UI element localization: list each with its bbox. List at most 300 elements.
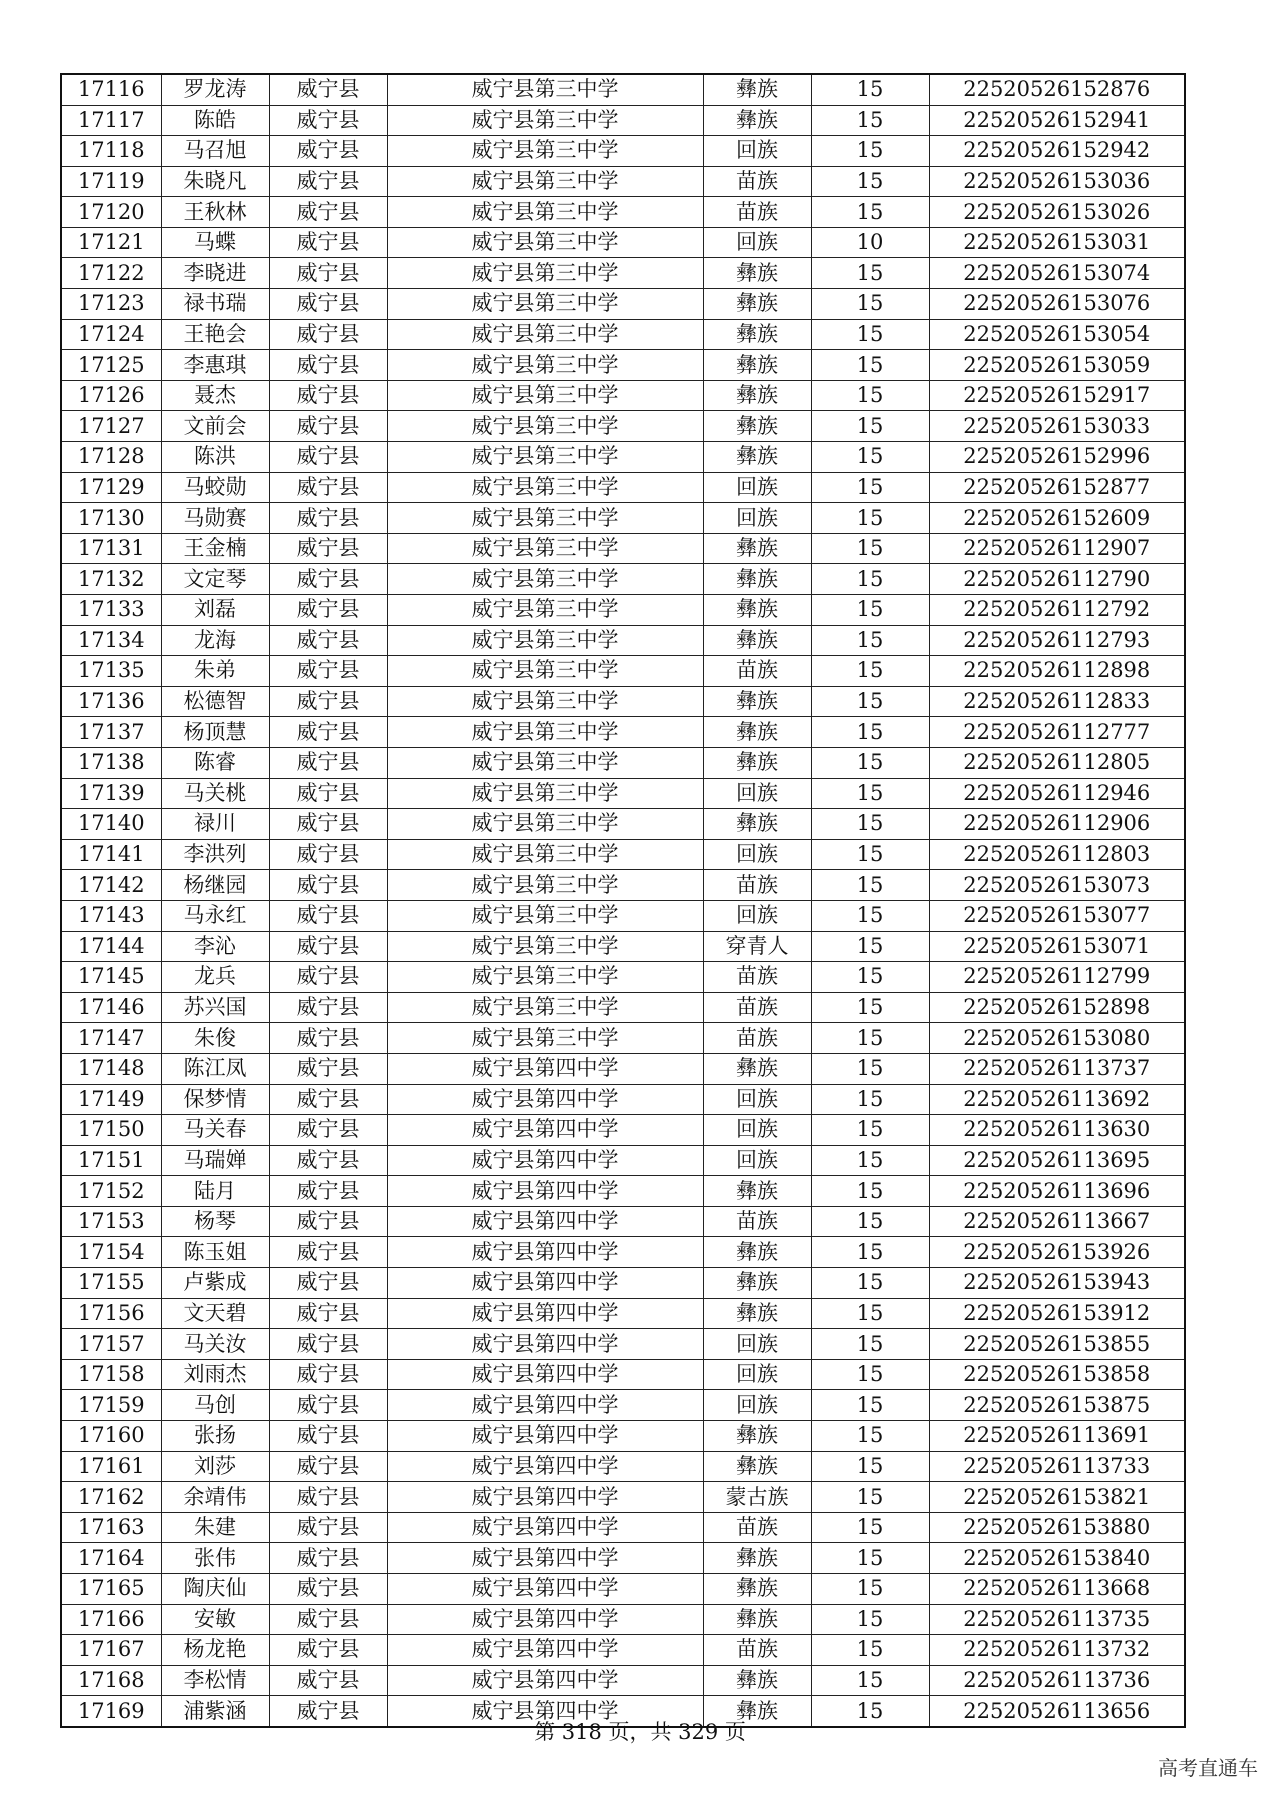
table-row [61,380,1185,411]
county-cell: 威宁县 [269,1206,387,1237]
ethnicity-cell: 回族 [703,839,811,870]
row-number-cell: 17166 [61,1604,161,1635]
student-name-cell: 禄川 [161,809,269,840]
bonus-points-cell: 15 [811,319,929,350]
student-name-cell: 余靖伟 [161,1482,269,1513]
student-name-cell: 李松情 [161,1665,269,1696]
row-number-cell: 17134 [61,625,161,656]
row-number-cell: 17167 [61,1635,161,1666]
table-row [61,227,1185,258]
ethnicity-cell: 彝族 [703,1604,811,1635]
student-name-cell: 马勋赛 [161,503,269,534]
table-row [61,564,1185,595]
bonus-points-cell: 15 [811,1053,929,1084]
school-cell: 威宁县第三中学 [387,503,703,534]
table-row [61,1053,1185,1084]
county-cell: 威宁县 [269,870,387,901]
school-cell: 威宁县第三中学 [387,778,703,809]
county-cell: 威宁县 [269,258,387,289]
bonus-points-cell: 15 [811,1237,929,1268]
student-name-cell: 张伟 [161,1543,269,1574]
row-number-cell: 17160 [61,1421,161,1452]
ethnicity-cell: 彝族 [703,564,811,595]
bonus-points-cell: 15 [811,1115,929,1146]
ethnicity-cell: 彝族 [703,289,811,320]
table-row [61,1635,1185,1666]
county-cell: 威宁县 [269,778,387,809]
table-row [61,1329,1185,1360]
student-name-cell: 朱弟 [161,656,269,687]
row-number-cell: 17131 [61,533,161,564]
row-number-cell: 17119 [61,166,161,197]
ethnicity-cell: 回族 [703,1390,811,1421]
bonus-points-cell: 15 [811,136,929,167]
county-cell: 威宁县 [269,1176,387,1207]
ethnicity-cell: 彝族 [703,1268,811,1299]
exam-number-cell: 22520526153880 [929,1512,1185,1543]
table-row [61,1115,1185,1146]
bonus-points-cell: 15 [811,747,929,778]
table-row [61,258,1185,289]
table-row [61,809,1185,840]
ethnicity-cell: 回族 [703,136,811,167]
table-row [61,656,1185,687]
school-cell: 威宁县第四中学 [387,1421,703,1452]
table-row [61,900,1185,931]
student-name-cell: 刘莎 [161,1451,269,1482]
county-cell: 威宁县 [269,1421,387,1452]
exam-number-cell: 22520526153821 [929,1482,1185,1513]
student-name-cell: 龙兵 [161,962,269,993]
student-name-cell: 罗龙涛 [161,74,269,105]
county-cell: 威宁县 [269,1237,387,1268]
bonus-points-cell: 15 [811,258,929,289]
ethnicity-cell: 苗族 [703,870,811,901]
school-cell: 威宁县第三中学 [387,74,703,105]
row-number-cell: 17121 [61,227,161,258]
bonus-points-cell: 15 [811,197,929,228]
ethnicity-cell: 回族 [703,900,811,931]
county-cell: 威宁县 [269,1696,387,1727]
ethnicity-cell: 彝族 [703,625,811,656]
row-number-cell: 17163 [61,1512,161,1543]
table-row [61,289,1185,320]
bonus-points-cell: 15 [811,1696,929,1727]
row-number-cell: 17136 [61,686,161,717]
table-row [61,442,1185,473]
exam-number-cell: 22520526152876 [929,74,1185,105]
ethnicity-cell: 彝族 [703,747,811,778]
school-cell: 威宁县第三中学 [387,380,703,411]
bonus-points-cell: 15 [811,411,929,442]
student-name-cell: 朱建 [161,1512,269,1543]
ethnicity-cell: 回族 [703,503,811,534]
school-cell: 威宁县第四中学 [387,1390,703,1421]
ethnicity-cell: 彝族 [703,1237,811,1268]
school-cell: 威宁县第四中学 [387,1084,703,1115]
bonus-points-cell: 15 [811,870,929,901]
exam-number-cell: 22520526113668 [929,1574,1185,1605]
table-row [61,319,1185,350]
exam-number-cell: 22520526113691 [929,1421,1185,1452]
exam-number-cell: 22520526153026 [929,197,1185,228]
county-cell: 威宁县 [269,472,387,503]
student-name-cell: 杨琴 [161,1206,269,1237]
ethnicity-cell: 彝族 [703,1451,811,1482]
exam-number-cell: 22520526152917 [929,380,1185,411]
ethnicity-cell: 彝族 [703,1053,811,1084]
exam-number-cell: 22520526153036 [929,166,1185,197]
student-name-cell: 保梦情 [161,1084,269,1115]
school-cell: 威宁县第三中学 [387,992,703,1023]
table-row [61,717,1185,748]
ethnicity-cell: 彝族 [703,105,811,136]
county-cell: 威宁县 [269,931,387,962]
ethnicity-cell: 回族 [703,1115,811,1146]
ethnicity-cell: 彝族 [703,380,811,411]
exam-number-cell: 22520526153912 [929,1298,1185,1329]
table-row [61,74,1185,105]
row-number-cell: 17150 [61,1115,161,1146]
exam-number-cell: 22520526153926 [929,1237,1185,1268]
school-cell: 威宁县第四中学 [387,1635,703,1666]
county-cell: 威宁县 [269,809,387,840]
table-row [61,1390,1185,1421]
row-number-cell: 17139 [61,778,161,809]
student-name-cell: 王金楠 [161,533,269,564]
row-number-cell: 17125 [61,350,161,381]
table-row [61,1665,1185,1696]
school-cell: 威宁县第四中学 [387,1451,703,1482]
ethnicity-cell: 苗族 [703,197,811,228]
bonus-points-cell: 15 [811,962,929,993]
exam-number-cell: 22520526113667 [929,1206,1185,1237]
bonus-points-cell: 15 [811,1512,929,1543]
bonus-points-cell: 15 [811,1206,929,1237]
bonus-points-cell: 15 [811,717,929,748]
exam-number-cell: 22520526113692 [929,1084,1185,1115]
student-name-cell: 朱晓凡 [161,166,269,197]
exam-number-cell: 22520526152941 [929,105,1185,136]
county-cell: 威宁县 [269,1635,387,1666]
exam-number-cell: 22520526152898 [929,992,1185,1023]
table-body [61,74,1185,1727]
exam-number-cell: 22520526152942 [929,136,1185,167]
table-row [61,1023,1185,1054]
bonus-points-cell: 15 [811,1359,929,1390]
bonus-points-cell: 15 [811,564,929,595]
table-row [61,839,1185,870]
row-number-cell: 17144 [61,931,161,962]
row-number-cell: 17122 [61,258,161,289]
exam-number-cell: 22520526153059 [929,350,1185,381]
bonus-points-cell: 15 [811,350,929,381]
ethnicity-cell: 彝族 [703,411,811,442]
school-cell: 威宁县第三中学 [387,227,703,258]
exam-number-cell: 22520526153076 [929,289,1185,320]
exam-number-cell: 22520526152609 [929,503,1185,534]
table-row [61,1206,1185,1237]
table-row [61,1298,1185,1329]
school-cell: 威宁县第三中学 [387,625,703,656]
table-row [61,962,1185,993]
county-cell: 威宁县 [269,533,387,564]
ethnicity-cell: 回族 [703,1084,811,1115]
row-number-cell: 17156 [61,1298,161,1329]
ethnicity-cell: 彝族 [703,350,811,381]
table-row [61,747,1185,778]
row-number-cell: 17164 [61,1543,161,1574]
student-name-cell: 陈皓 [161,105,269,136]
bonus-points-cell: 15 [811,1665,929,1696]
table-row [61,105,1185,136]
table-row [61,1145,1185,1176]
student-name-cell: 张扬 [161,1421,269,1452]
student-name-cell: 陶庆仙 [161,1574,269,1605]
school-cell: 威宁县第三中学 [387,472,703,503]
county-cell: 威宁县 [269,747,387,778]
table-row [61,1512,1185,1543]
student-name-cell: 安敏 [161,1604,269,1635]
row-number-cell: 17116 [61,74,161,105]
ethnicity-cell: 苗族 [703,962,811,993]
county-cell: 威宁县 [269,166,387,197]
ethnicity-cell: 彝族 [703,258,811,289]
row-number-cell: 17146 [61,992,161,1023]
exam-number-cell: 22520526113656 [929,1696,1185,1727]
student-name-cell: 马瑞婵 [161,1145,269,1176]
school-cell: 威宁县第四中学 [387,1298,703,1329]
table-row [61,1482,1185,1513]
table-row [61,686,1185,717]
county-cell: 威宁县 [269,962,387,993]
county-cell: 威宁县 [269,1543,387,1574]
student-name-cell: 朱俊 [161,1023,269,1054]
school-cell: 威宁县第四中学 [387,1329,703,1360]
bonus-points-cell: 15 [811,809,929,840]
bonus-points-cell: 15 [811,931,929,962]
table-row [61,350,1185,381]
watermark: 高考直通车 [1158,1756,1258,1780]
exam-number-cell: 22520526113733 [929,1451,1185,1482]
row-number-cell: 17155 [61,1268,161,1299]
student-name-cell: 马永红 [161,900,269,931]
county-cell: 威宁县 [269,1115,387,1146]
exam-number-cell: 22520526112792 [929,595,1185,626]
row-number-cell: 17127 [61,411,161,442]
student-name-cell: 马关春 [161,1115,269,1146]
bonus-points-cell: 15 [811,1635,929,1666]
table-row [61,197,1185,228]
exam-number-cell: 22520526153033 [929,411,1185,442]
table-row [61,1237,1185,1268]
row-number-cell: 17118 [61,136,161,167]
ethnicity-cell: 苗族 [703,1635,811,1666]
table-row [61,1084,1185,1115]
county-cell: 威宁县 [269,1268,387,1299]
school-cell: 威宁县第三中学 [387,686,703,717]
bonus-points-cell: 15 [811,533,929,564]
school-cell: 威宁县第四中学 [387,1482,703,1513]
student-name-cell: 马关汝 [161,1329,269,1360]
county-cell: 威宁县 [269,839,387,870]
county-cell: 威宁县 [269,1451,387,1482]
row-number-cell: 17126 [61,380,161,411]
row-number-cell: 17158 [61,1359,161,1390]
exam-number-cell: 22520526113737 [929,1053,1185,1084]
school-cell: 威宁县第三中学 [387,656,703,687]
row-number-cell: 17132 [61,564,161,595]
school-cell: 威宁县第三中学 [387,931,703,962]
exam-number-cell: 22520526153855 [929,1329,1185,1360]
row-number-cell: 17159 [61,1390,161,1421]
table-row [61,1268,1185,1299]
school-cell: 威宁县第四中学 [387,1665,703,1696]
ethnicity-cell: 彝族 [703,1543,811,1574]
student-name-cell: 刘雨杰 [161,1359,269,1390]
school-cell: 威宁县第三中学 [387,533,703,564]
ethnicity-cell: 苗族 [703,166,811,197]
exam-number-cell: 22520526113732 [929,1635,1185,1666]
county-cell: 威宁县 [269,442,387,473]
county-cell: 威宁县 [269,1359,387,1390]
county-cell: 威宁县 [269,411,387,442]
bonus-points-cell: 15 [811,992,929,1023]
exam-number-cell: 22520526153074 [929,258,1185,289]
county-cell: 威宁县 [269,564,387,595]
exam-number-cell: 22520526153858 [929,1359,1185,1390]
bonus-points-cell: 15 [811,839,929,870]
table-row [61,1359,1185,1390]
exam-number-cell: 22520526112793 [929,625,1185,656]
school-cell: 威宁县第三中学 [387,289,703,320]
county-cell: 威宁县 [269,1053,387,1084]
exam-number-cell: 22520526153031 [929,227,1185,258]
county-cell: 威宁县 [269,380,387,411]
county-cell: 威宁县 [269,227,387,258]
student-name-cell: 李沁 [161,931,269,962]
ethnicity-cell: 彝族 [703,1665,811,1696]
row-number-cell: 17148 [61,1053,161,1084]
county-cell: 威宁县 [269,136,387,167]
ethnicity-cell: 蒙古族 [703,1482,811,1513]
bonus-points-cell: 15 [811,1329,929,1360]
county-cell: 威宁县 [269,1665,387,1696]
county-cell: 威宁县 [269,319,387,350]
exam-number-cell: 22520526112790 [929,564,1185,595]
student-name-cell: 文天碧 [161,1298,269,1329]
table-row [61,778,1185,809]
row-number-cell: 17117 [61,105,161,136]
table-row [61,472,1185,503]
ethnicity-cell: 彝族 [703,595,811,626]
table-row [61,533,1185,564]
table-row [61,136,1185,167]
student-name-cell: 卢紫成 [161,1268,269,1299]
page-footer: 第 318 页，共 329 页 [534,1720,746,1744]
ethnicity-cell: 苗族 [703,992,811,1023]
bonus-points-cell: 15 [811,1451,929,1482]
exam-number-cell: 22520526112946 [929,778,1185,809]
ethnicity-cell: 彝族 [703,1421,811,1452]
school-cell: 威宁县第三中学 [387,411,703,442]
table-row [61,166,1185,197]
student-name-cell: 龙海 [161,625,269,656]
row-number-cell: 17154 [61,1237,161,1268]
county-cell: 威宁县 [269,1298,387,1329]
school-cell: 威宁县第四中学 [387,1696,703,1727]
school-cell: 威宁县第三中学 [387,442,703,473]
county-cell: 威宁县 [269,74,387,105]
county-cell: 威宁县 [269,1084,387,1115]
bonus-points-cell: 15 [811,1604,929,1635]
school-cell: 威宁县第三中学 [387,197,703,228]
bonus-points-cell: 15 [811,74,929,105]
ethnicity-cell: 回族 [703,1359,811,1390]
ethnicity-cell: 彝族 [703,1176,811,1207]
student-name-cell: 陈洪 [161,442,269,473]
exam-number-cell: 22520526112907 [929,533,1185,564]
bonus-points-cell: 15 [811,442,929,473]
exam-number-cell: 22520526112799 [929,962,1185,993]
school-cell: 威宁县第四中学 [387,1115,703,1146]
school-cell: 威宁县第三中学 [387,717,703,748]
bonus-points-cell: 15 [811,1421,929,1452]
ethnicity-cell: 回族 [703,1329,811,1360]
table-row [61,595,1185,626]
student-name-cell: 杨顶慧 [161,717,269,748]
school-cell: 威宁县第四中学 [387,1145,703,1176]
school-cell: 威宁县第三中学 [387,258,703,289]
school-cell: 威宁县第四中学 [387,1053,703,1084]
county-cell: 威宁县 [269,1482,387,1513]
student-name-cell: 杨龙艳 [161,1635,269,1666]
bonus-points-cell: 15 [811,595,929,626]
row-number-cell: 17128 [61,442,161,473]
ethnicity-cell: 彝族 [703,686,811,717]
row-number-cell: 17157 [61,1329,161,1360]
school-cell: 威宁县第四中学 [387,1512,703,1543]
ethnicity-cell: 回族 [703,778,811,809]
county-cell: 威宁县 [269,350,387,381]
row-number-cell: 17135 [61,656,161,687]
school-cell: 威宁县第三中学 [387,870,703,901]
school-cell: 威宁县第四中学 [387,1543,703,1574]
exam-number-cell: 22520526153943 [929,1268,1185,1299]
exam-number-cell: 22520526113736 [929,1665,1185,1696]
school-cell: 威宁县第三中学 [387,595,703,626]
row-number-cell: 17169 [61,1696,161,1727]
county-cell: 威宁县 [269,686,387,717]
row-number-cell: 17140 [61,809,161,840]
row-number-cell: 17138 [61,747,161,778]
school-cell: 威宁县第三中学 [387,962,703,993]
student-name-cell: 马召旭 [161,136,269,167]
student-name-cell: 陈玉姐 [161,1237,269,1268]
exam-number-cell: 22520526152877 [929,472,1185,503]
student-name-cell: 陆月 [161,1176,269,1207]
row-number-cell: 17137 [61,717,161,748]
student-name-cell: 杨继园 [161,870,269,901]
student-name-cell: 文定琴 [161,564,269,595]
exam-number-cell: 22520526112777 [929,717,1185,748]
bonus-points-cell: 10 [811,227,929,258]
county-cell: 威宁县 [269,1574,387,1605]
county-cell: 威宁县 [269,1604,387,1635]
bonus-points-cell: 15 [811,472,929,503]
ethnicity-cell: 苗族 [703,1512,811,1543]
table-row [61,1543,1185,1574]
